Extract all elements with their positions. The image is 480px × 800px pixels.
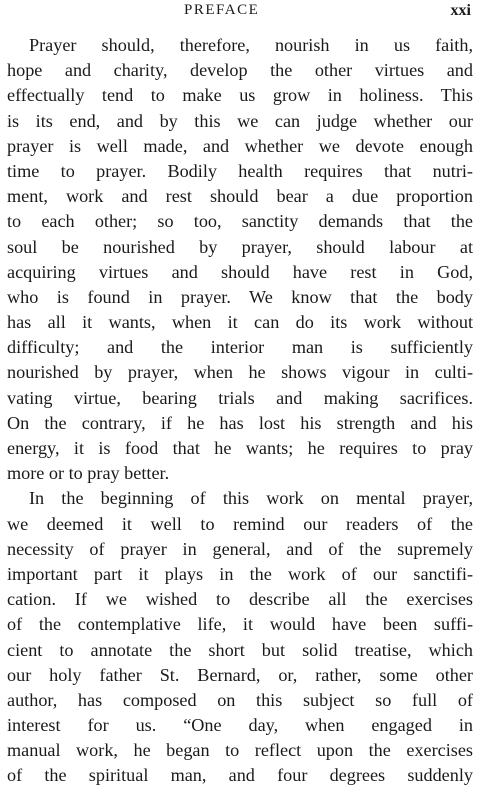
text-line: effectually tend to make us grow in holiness. This: [7, 85, 473, 106]
paragraph-1: [7, 33, 473, 486]
text-line: our holy father St. Bernard, or, rather, some other: [7, 664, 473, 685]
body-text: [7, 33, 473, 789]
text-line: we deemed it well to remind our readers of the: [7, 513, 473, 534]
text-line: has all it wants, when it can do its work without: [7, 312, 473, 333]
text-line: more or to pray better.: [7, 463, 170, 484]
text-line: On the contrary, if he has lost his strength and his: [7, 412, 473, 433]
running-head: PREFACE: [184, 2, 260, 18]
text-line: interest for us. “One day, when engaged in: [7, 715, 473, 736]
text-line: prayer is well made, and whether we devote enough: [7, 135, 473, 156]
text-line: acquiring virtues and should have rest in God,: [7, 261, 473, 282]
text-line: to each other; so too, sanctity demands that the: [7, 211, 473, 232]
text-line: vating virtue, bearing trials and making sacrifices.: [7, 387, 473, 408]
text-line: important part it plays in the work of our sanctifi-: [7, 563, 473, 584]
text-line: energy, it is food that he wants; he requires to pray: [7, 438, 473, 458]
text-line: hope and charity, develop the other virtues and: [7, 60, 473, 81]
text-line: cient to annotate the short but solid treatise, which: [7, 639, 473, 660]
text-line: necessity of prayer in general, and of the supremely: [7, 538, 473, 559]
text-line: is its end, and by this we can judge whether our: [7, 110, 473, 131]
text-line: cation. If we wished to describe all the exercises: [7, 589, 473, 610]
text-line: Prayer should, therefore, nourish in us faith,: [29, 35, 473, 55]
text-line: author, has composed on this subject so full of: [7, 689, 473, 710]
page-header: [0, 2, 480, 24]
text-line: time to prayer. Bodily health requires that nutri-: [7, 160, 473, 181]
paragraph-2: [7, 486, 473, 788]
text-line: difficulty; and the interior man is sufficiently: [7, 337, 473, 358]
page-number: xxi: [450, 2, 471, 19]
text-line: ment, work and rest should bear a due proportion: [7, 186, 473, 207]
text-line: of the spiritual man, and four degrees suddenly: [7, 765, 473, 786]
text-line: who is found in prayer. We know that the body: [7, 286, 473, 307]
text-line: nourished by prayer, when he shows vigour in culti-: [7, 362, 473, 383]
text-line: In the beginning of this work on mental prayer,: [29, 488, 473, 509]
text-line: soul be nourished by prayer, should labour at: [7, 236, 473, 257]
text-line: of the contemplative life, it would have been suffi-: [7, 614, 473, 635]
text-line: manual work, he began to reflect upon the exercises: [7, 740, 473, 761]
